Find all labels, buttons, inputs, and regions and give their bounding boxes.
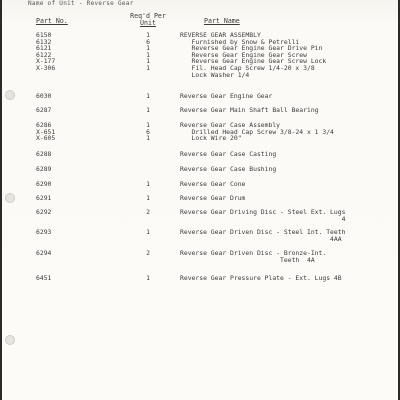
part-name-line: Drilled Head Cap Screw 3/8-24 x 1 3/4 [180,127,334,136]
scan-edge-left [0,0,2,400]
part-number [36,250,51,257]
part-name [180,181,245,188]
part-number-line: 6150 [36,31,52,39]
part-name [180,275,342,282]
quantity-per-unit-line: 1 [146,274,150,282]
punch-hole-bottom [5,335,15,345]
part-name [180,32,326,78]
quantity-per-unit-line: 2 [146,208,150,216]
quantity-per-unit-line: 1 [146,57,150,66]
part-number-line: 6030 [36,92,52,100]
part-number [36,151,51,158]
quantity-per-unit-line: 1 [146,31,150,39]
quantity-per-unit [140,93,156,100]
part-number-line: 6289 [36,165,52,173]
quantity-per-unit-line: 1 [146,134,150,143]
part-name-line: 4AA [180,234,342,243]
part-name [180,151,276,158]
part-name-line: Reverse Gear Drum [180,194,246,202]
part-number-line: X-605 [36,134,56,143]
part-number-line: 6132 [36,37,52,46]
part-number-line: 6290 [36,180,52,188]
quantity-per-unit-line: 1 [146,180,150,188]
punch-hole-middle [5,193,15,203]
part-name-line: Reverse Gear Case Assembly [180,121,281,129]
part-number [36,195,51,202]
part-name [180,107,319,114]
quantity-per-unit [140,107,156,114]
quantity-per-unit [140,181,156,188]
part-number-line: 6291 [36,194,52,202]
part-name-line: Lock Washer 1/4 [180,70,250,79]
quantity-per-unit-line: 1 [146,194,150,202]
part-name-line: Reverse Gear Engine Gear Screw Lock [180,57,327,66]
quantity-per-unit [140,275,156,282]
part-name-line: Reverse Gear Pressure Plate - Ext. Lugs 4B [180,274,342,282]
quantity-per-unit [140,195,156,202]
part-name-line: Reverse Gear Engine Gear Screw [180,50,307,59]
punch-hole-top [5,90,15,100]
part-name-line: Reverse Gear Driving Disc - Steel Ext. Lugs [180,208,346,216]
part-number-line: X-177 [36,57,56,66]
quantity-per-unit [140,122,156,142]
part-name-line: Reverse Gear Driven Disc - Steel Int. Teeth [180,228,346,236]
part-number [36,122,55,142]
part-name [180,166,276,173]
part-name-line: Reverse Gear Main Shaft Ball Bearing [180,106,319,114]
quantity-per-unit-line: 1 [146,106,150,114]
unit-title: Name of Unit - Reverse Gear [28,0,134,7]
part-number-line: 6122 [36,50,52,59]
header-part-no: Part No. [36,17,68,25]
part-name-line: Reverse Gear Driven Disc - Bronze-Int. [180,249,327,257]
quantity-per-unit-line: 1 [146,121,150,129]
quantity-per-unit-line: 2 [146,249,150,257]
quantity-per-unit [140,209,156,216]
part-name-line: Reverse Gear Cone [180,180,246,188]
quantity-per-unit [140,250,156,257]
part-name [180,93,272,100]
header-reqd-per-unit: Req'd Per Unit [130,12,166,27]
part-number-line: X-306 [36,63,56,72]
part-number-line: 6121 [36,44,52,53]
part-number-line: 6287 [36,106,52,114]
part-name-line: Reverse Gear Engine Gear Drive Pin [180,44,323,53]
part-name-line: Fil. Head Cap Screw 1/4-20 x 3/8 [180,63,315,72]
quantity-per-unit-line: 6 [146,37,150,46]
part-name-line: Reverse Gear Case Casting [180,150,277,158]
quantity-per-unit-line: 1 [146,44,150,53]
quantity-per-unit-line: 1 [146,50,150,59]
part-name [180,195,245,202]
part-name-line: Lock Wire 20" [180,134,242,143]
part-number-line: 6288 [36,150,52,158]
quantity-per-unit [140,32,156,72]
part-name-line: 4 [180,214,346,223]
quantity-per-unit-line: 1 [146,228,150,236]
quantity-per-unit-line: 1 [146,92,150,100]
part-number [36,209,51,216]
quantity-per-unit-line: 1 [146,63,150,72]
part-number [36,32,55,72]
part-number-line: 6451 [36,274,52,282]
quantity-per-unit [140,229,156,236]
part-name-line: Reverse Gear Engine Gear [180,92,273,100]
part-number [36,107,51,114]
part-number [36,229,51,236]
part-name [180,209,345,222]
quantity-per-unit-line: 6 [146,127,150,136]
header-part-name: Part Name [204,17,240,25]
part-number [36,181,51,188]
part-number-line: 6293 [36,228,52,236]
part-number [36,275,51,282]
part-name-line: Teeth 4A [180,255,315,264]
part-number [36,93,51,100]
part-number-line: 6292 [36,208,52,216]
part-name [180,229,345,242]
part-number-line: 6294 [36,249,52,257]
part-name-line: Reverse Gear Case Bushing [180,165,277,173]
part-name-line: Furnished by Snow & Petrelli [180,37,300,46]
part-number-line: 6286 [36,121,52,129]
part-name [180,250,326,263]
part-name-line: REVERSE GEAR ASSEMBLY [180,31,261,39]
part-number-line: X-651 [36,127,56,136]
part-name [180,122,334,142]
part-number [36,166,51,173]
